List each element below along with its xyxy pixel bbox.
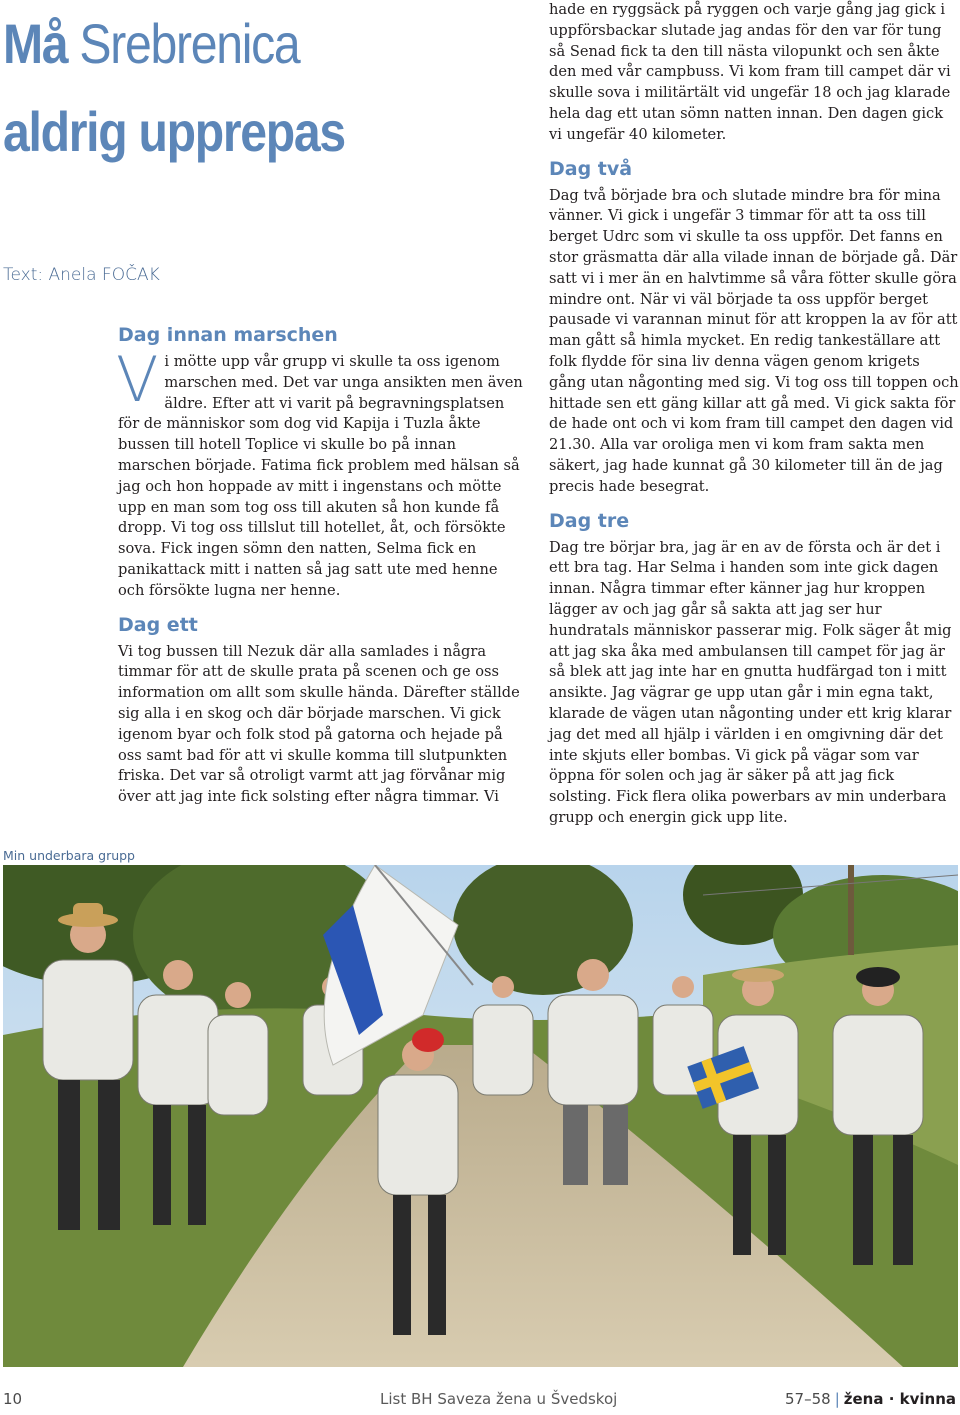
left-column <box>118 322 526 818</box>
section-body: hade en ryggsäck på ryggen och varje gång jag gick i uppförsbackar slutade jag andas för den var för tung så Senad fick ta den till nästa vilopunkt och sen åkte den med vår campbuss. Vi kom fram till campet där vi skulle sova i militärtält vid ungefär 18 och jag klarade hela dag ett utan sömn natten innan. Den dagen gick vi ungefär 40 kilometer. <box>549 1 951 143</box>
publication-name: List BH Saveza žena u Švedskoj <box>380 1390 618 1408</box>
section-day-one <box>118 612 526 808</box>
page-number: 10 <box>3 1390 23 1408</box>
section-body: Dag två började bra och slutade mindre bra för mina vänner. Vi gick i ungefär 3 timmar för att ta oss till berget Udrc som vi skulle ta oss uppför. Det fanns en stor gräsmatta där alla vilade innan de började gå. Där satt vi i mer än en halvtimme så våra fötter skulle göra mindre ont. När vi väl började ta oss uppför berget pausade vi varannan minut för att kroppen la av för att man gått så himla mycket. En redig tankeställare att folk flydde för sina liv denna vägen genom krigets gång utan någonting med sig. Vi tog oss till toppen och hittade sen ett gäng killar att gå med. Vi gick sakta för de hade ont och vi kom fram till campet den dagen vid 21.30. Alla var oroliga men vi kom fram sakta men säkert, jag hade kunnat gå 30 kilometer till än de jag precis hade besegrat. <box>549 186 959 495</box>
section-body-text: i mötte upp vår grupp vi skulle ta oss igenom marschen med. Det var unga ansikten men även äldre. Efter att vi varit på begravningsplatsen för de människor som dog vid Kapija i Tuzla åkte bussen till hotell Toplice vi skulle bo på innan marschen började. Fatima fick problem med hälsan så jag och hon hoppade av mitt i ingenstans och mötte upp en man som tog oss till akuten så hon kunde få dropp. Vi tog oss tillslut till hotellet, åt, och försökte sova. Fick ingen sömn den natten, Selma fick en panikattack mitt i natten så jag satt ute med henne och försökte lugna ner henne. <box>118 353 523 599</box>
group-photo-illustration <box>3 865 958 1367</box>
section-day-before <box>118 322 526 602</box>
section-day-two <box>549 156 959 498</box>
photo-caption: Min underbara grupp <box>3 848 135 863</box>
section-body <box>116 343 526 602</box>
issue-number: 57–58 <box>785 1390 831 1408</box>
right-column <box>549 0 959 839</box>
section-body: Vi tog bussen till Nezuk där alla samlades i några timmar för att de skulle prata på scenen och ge oss information om allt som skulle hända. Därefter ställde sig alla i en skog och där började marschen. Vi gick igenom byar och folk stod på gatorna och hejade på oss samt bad för att vi skulle komma till slutpunkten friska. Det var så otroligt varmt att jag förvånar mig över att jag inte fick solsting efter några timmar. Vi <box>118 642 520 806</box>
title-word-srebrenica: Srebrenica <box>79 12 300 75</box>
title-line-2: aldrig upprepas <box>3 100 345 163</box>
section-body: Dag tre börjar bra, jag är en av de första och är det i ett bra tag. Har Selma i handen som inte gick dagen innan. Några timmar efter känner jag hur kroppen lägger av och jag går så sakta att jag ser hur hundratals människor passerar mig. Folk säger åt mig att jag ska åka med ambulansen till campet för jag är så blek att jag inte har en gnutta hudfärgad ton i mitt ansikte. Jag vägrar ge upp utan går i min egna takt, klarade de vägen utan någonting under ett krig klarar jag det med all hjälp i världen i en omgivning där det inte skjuts eller bombas. Vi gick på vägar som var öppna för solen och jag är säker på att jag fick solsting. Fick flera olika powerbars av min underbara grupp och energin gick upp lite. <box>549 538 952 826</box>
page-footer <box>0 1390 960 1414</box>
section-heading: Dag två <box>549 157 633 180</box>
title-word-ma: Må <box>3 12 68 75</box>
issue-info <box>785 1390 956 1408</box>
magazine-name-b: kvinna <box>899 1390 956 1408</box>
section-day-three <box>549 508 959 829</box>
byline: Text: Anela FOČAK <box>3 265 160 285</box>
section-heading: Dag ett <box>118 613 198 636</box>
section-heading: Dag tre <box>549 509 630 532</box>
magazine-name-a: žena <box>843 1390 884 1408</box>
group-photo <box>3 865 958 1367</box>
section-day-one-continued <box>549 0 959 146</box>
magazine-dot: · <box>883 1390 900 1408</box>
footer-separator: | <box>834 1390 840 1408</box>
drop-cap: V <box>116 343 159 416</box>
article-title <box>3 0 364 176</box>
section-heading: Dag innan marschen <box>118 324 338 346</box>
